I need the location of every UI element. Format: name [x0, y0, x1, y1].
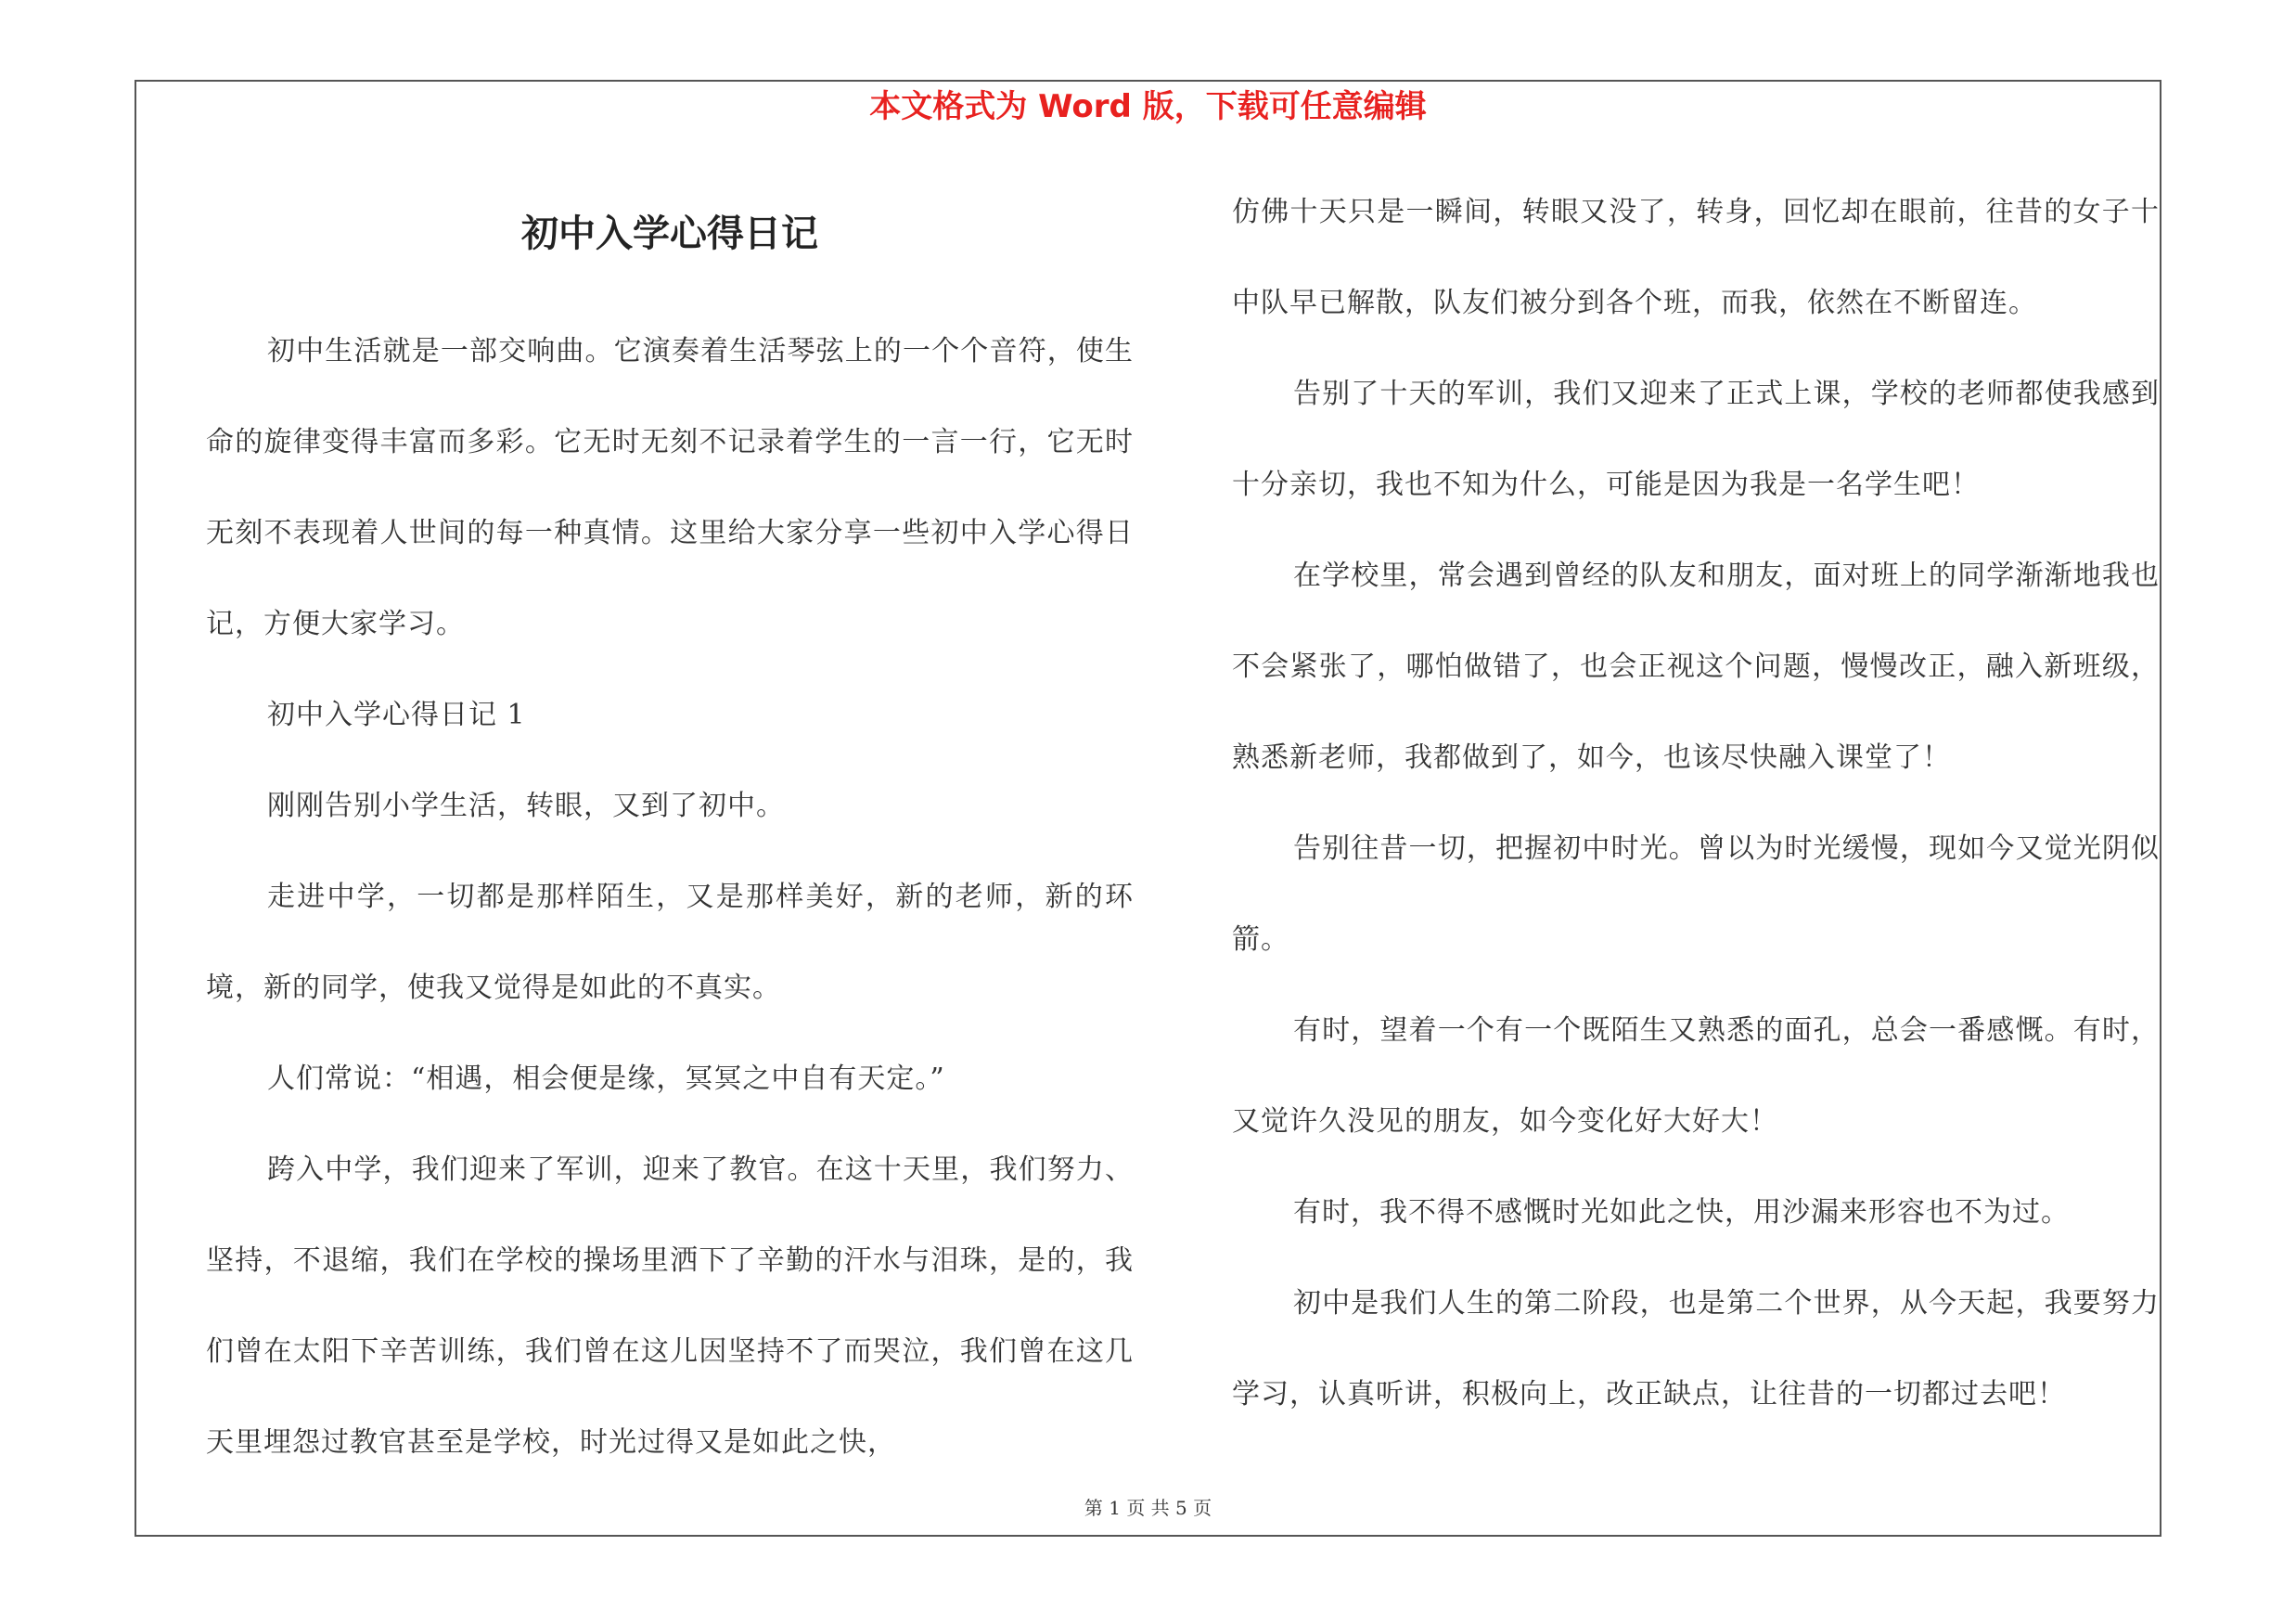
paragraph: 告别了十天的军训，我们又迎来了正式上课，学校的老师都使我感到十分亲切，我也不知为什么，可能是因为我是一名学生吧！: [1232, 378, 2160, 501]
word-format-banner: 本文格式为 Word 版，下载可任意编辑: [869, 88, 1427, 125]
paragraph: 初中生活就是一部交响曲。它演奏着生活琴弦上的一个个音符，使生命的旋律变得丰富而多彩。它无时无刻不记录着学生的一言一行，它无时无刻不表现着人世间的每一种真情。这里给大家分享一些初中入学心得日记，方便大家学习。: [206, 335, 1134, 640]
paragraph: 初中入学心得日记 1: [267, 699, 526, 731]
paragraph: 有时，望着一个有一个既陌生又熟悉的面孔，总会一番感慨。有时，又觉许久没见的朋友，如今变化好大好大！: [1232, 1014, 2160, 1138]
paragraph: 初中是我们人生的第二阶段，也是第二个世界，从今天起，我要努力学习，认真听讲，积极向上，改正缺点，让往昔的一切都过去吧！: [1232, 1287, 2160, 1410]
paragraph: 走进中学，一切都是那样陌生，又是那样美好，新的老师，新的环境，新的同学，使我又觉得是如此的不真实。: [206, 881, 1134, 1004]
paragraph: 人们常说：“相遇，相会便是缘，冥冥之中自有天定。”: [267, 1063, 945, 1095]
paragraph: 刚刚告别小学生活，转眼，又到了初中。: [267, 790, 785, 822]
paragraph: 告别往昔一切，把握初中时光。曾以为时光缓慢，现如今又觉光阴似箭。: [1232, 832, 2160, 956]
right-column-paragraphs: [1232, 167, 2160, 1440]
paragraph: 仿佛十天只是一瞬间，转眼又没了，转身，回忆却在眼前，往昔的女子十中队早已解散，队友们被分到各个班，而我，依然在不断留连。: [1232, 196, 2160, 319]
page-number-footer: 第 1 页 共 5 页: [1084, 1497, 1212, 1519]
paragraph: 跨入中学，我们迎来了军训，迎来了教官。在这十天里，我们努力、坚持，不退缩，我们在学校的操场里洒下了辛勤的汗水与泪珠，是的，我们曾在太阳下辛苦训练，我们曾在这儿因坚持不了而哭泣，我们曾在这几天里埋怨过教官甚至是学校，时光过得又是如此之快，: [206, 1153, 1134, 1459]
paragraph: 有时，我不得不感慨时光如此之快，用沙漏来形容也不为过。: [1293, 1196, 2070, 1229]
left-column-paragraphs: [206, 306, 1134, 1488]
paragraph: 在学校里，常会遇到曾经的队友和朋友，面对班上的同学渐渐地我也不会紧张了，哪怕做错了，也会正视这个问题，慢慢改正，融入新班级，熟悉新老师，我都做到了，如今，也该尽快融入课堂了！: [1232, 560, 2160, 774]
document-title: 初中入学心得日记: [521, 212, 818, 255]
